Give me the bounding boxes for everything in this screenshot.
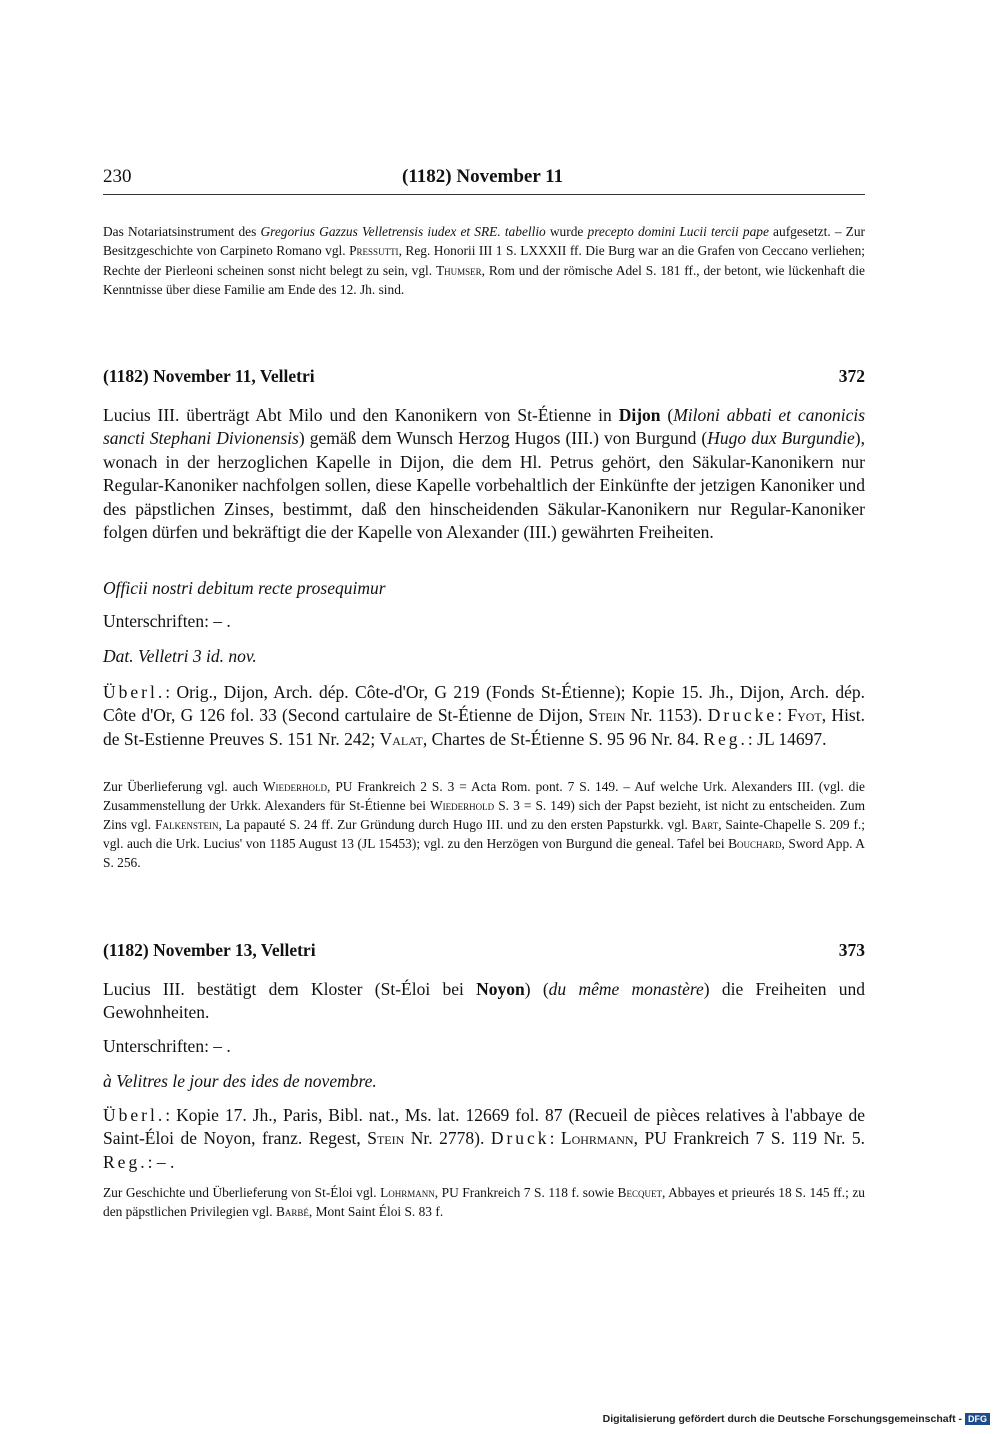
intro-note: Das Notariatsinstrument des Gregorius Gazzus Velletrensis iudex et SRE. tabellio wurde precepto domini Lucii tercii pape aufgesetzt. – Zur Besitzgeschichte von Carpineto Romano vgl. Pressutti, Reg. Honorii III 1 S. LXXXII ff. Die Burg war an die Grafen von Ceccano verliehen; Rechte der Pierleoni scheinen sonst nicht belegt zu sein, vgl. Thumser, Rom und der römische Adel S. 181 ff., der betont, wie lückenhaft die Kenntnisse über diese Familie am Ende des 12. Jh. sind.	[103, 224, 865, 297]
entry-372-regest: Lucius III. überträgt Abt Milo und den Kanonikern von St-Étienne in Dijon (Miloni abbati et canonicis sancti Stephani Divionensis) gemäß dem Wunsch Herzog Hugos (III.) von Burgund (Hugo dux Burgundie), wonach in der herzoglichen Kapelle in Dijon, die dem Hl. Petrus gehört, den Säkular-Kanonikern nur Regular-Kanoniker nachfolgen sollen, diese Kapelle vorbehaltlich der Einkünfte der jetzigen Kanoniker und des päpstlichen Zinses, bestimmt, daß den hinscheidenden Säkular-Kanonikern nur Regular-Kanoniker folgen dürfen und bekräftigt die der Kapelle von Alexander (III.) gewährten Freiheiten.	[103, 405, 866, 543]
dfg-logo: DFG	[965, 1413, 990, 1425]
page-number: 230	[103, 166, 132, 187]
entry-372-incipit: Officii nostri debitum recte prosequimur	[103, 578, 386, 598]
entry-372-note: Zur Überlieferung vgl. auch Wiederhold, PU Frankreich 2 S. 3 = Acta Rom. pont. 7 S. 149. – Auf welche Urk. Alexanders III. (vgl. die Zusammenstellung der Urkk. Alexanders für St-Étienne bei Wiederhold S. 3 = S. 149) sich der Papst bezieht, ist nicht zu entscheiden. Zum Zins vgl. Falkenstein, La papauté S. 24 ff. Zur Gründung durch Hugo III. und zu den ersten Papsturkk. vgl. Bart, Sainte-Chapelle S. 209 f.; vgl. auch die Urk. Lucius' von 1185 August 13 (JL 15453); vgl. zu den Herzögen von Burgund die geneal. Tafel bei Bouchard, Sword App. A S. 256.	[103, 779, 866, 870]
credit-text: Digitalisierung gefördert durch die Deutsche Forschungsgemeinschaft -	[602, 1413, 962, 1425]
entry-373-note: Zur Geschichte und Überlieferung von St-Éloi vgl. Lohrmann, PU Frankreich 7 S. 118 f. sowie Becquet, Abbayes et prieurés 18 S. 145 ff.; zu den päpstlichen Privilegien vgl. Barbé, Mont Saint Éloi S. 83 f.	[103, 1185, 865, 1219]
entry-373-regest: Lucius III. bestätigt dem Kloster (St-Éloi bei Noyon) (du même monastère) die Freiheiten und Gewohnheiten.	[103, 979, 865, 1023]
entry-372-signatures: Unterschriften: – .	[103, 611, 231, 631]
entry-372-number: 372	[838, 366, 865, 386]
running-title: (1182) November 11	[402, 166, 564, 187]
entry-373-tradition: Überl.: Kopie 17. Jh., Paris, Bibl. nat., Ms. lat. 12669 fol. 87 (Recueil de pièces relatives à l'abbaye de Saint-Éloi de Noyon, franz. Regest, Stein Nr. 2778). Druck: Lohrmann, PU Frankreich 7 S. 119 Nr. 5. Reg.: – .	[103, 1105, 865, 1172]
entry-372-heading	[103, 366, 865, 387]
entry-373-datum: à Velitres le jour des ides de novembre.	[103, 1071, 377, 1091]
header-rule	[103, 194, 865, 195]
digitization-credit	[603, 1413, 990, 1425]
entry-373-title: (1182) November 13, Velletri	[103, 940, 316, 960]
entry-372-datum: Dat. Velletri 3 id. nov.	[103, 646, 257, 666]
entry-372-title: (1182) November 11, Velletri	[103, 366, 315, 386]
entry-372-tradition: Überl.: Orig., Dijon, Arch. dép. Côte-d'Or, G 219 (Fonds St-Étienne); Kopie 15. Jh., Dijon, Arch. dép. Côte d'Or, G 126 fol. 33 (Second cartulaire de St-Étienne de Dijon, Stein Nr. 1153). Drucke: Fyot, Hist. de St-Estienne Preuves S. 151 Nr. 242; Valat, Chartes de St-Étienne S. 95 96 Nr. 84. Reg.: JL 14697.	[103, 682, 865, 749]
entry-373-heading	[103, 940, 865, 961]
entry-373-number: 373	[838, 940, 865, 960]
entry-373-signatures: Unterschriften: – .	[103, 1036, 231, 1056]
